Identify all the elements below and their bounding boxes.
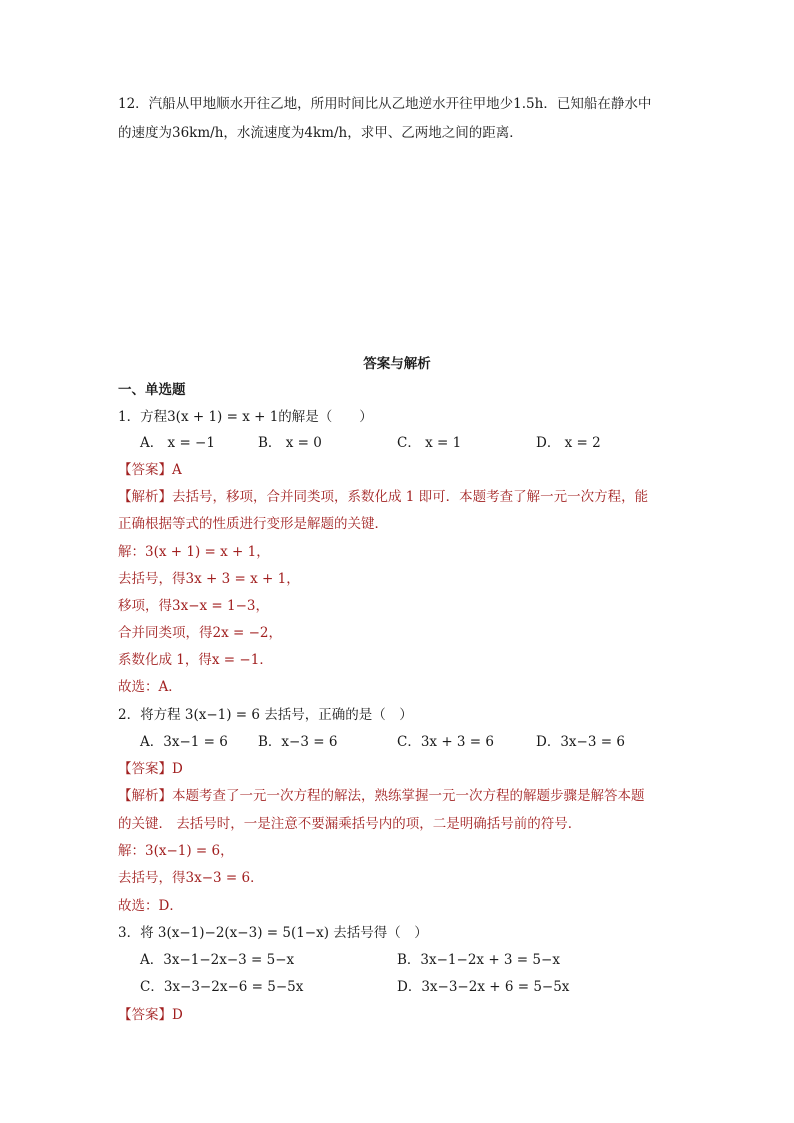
- step-label: 系数化成 1，得: [118, 652, 212, 668]
- step-tail: ，: [268, 625, 282, 641]
- q12-line-2: 的速度为36km/h，水流速度为4km/h，求甲、乙两地之间的距离．: [118, 125, 523, 141]
- step-label: 解：: [118, 544, 145, 560]
- step-tail: ．: [259, 652, 273, 668]
- q1-step-2: [118, 569, 300, 589]
- q3-option-c: C．3x−3−2x−6 = 5−5x: [140, 979, 304, 995]
- step-label: 去括号，得: [118, 571, 186, 587]
- q1-step-1: [118, 542, 270, 562]
- step-equation: 3x−3 = 6: [185, 870, 251, 886]
- q1-option-c: C． x = 1: [397, 435, 462, 451]
- q3-option-b: B．3x−1−2x + 3 = 5−x: [397, 952, 560, 968]
- q1-conclusion: 故选：A．: [118, 679, 182, 695]
- q2-option-d: D．3x−3 = 6: [536, 734, 625, 750]
- q12-line-1: 12．汽船从甲地顺水开往乙地，所用时间比从乙地逆水开往甲地少1.5h．已知船在静水中: [118, 96, 652, 112]
- step-equation: 2x = −2: [212, 625, 269, 641]
- q1-step-5: [118, 650, 273, 670]
- step-equation: 3(x + 1) = x + 1: [145, 544, 257, 560]
- q3-option-d: D．3x−3−2x + 6 = 5−5x: [397, 979, 570, 995]
- step-equation: 3x + 3 = x + 1: [185, 571, 287, 587]
- step-label: 解：: [118, 843, 145, 859]
- q2-analysis-line-1: 【解析】本题考查了一元一次方程的解法，熟练掌握一元一次方程的解题步骤是解答本题: [118, 788, 645, 804]
- q2-option-b: B．x−3 = 6: [258, 734, 338, 750]
- q2-step-2: [118, 868, 264, 888]
- q2-conclusion: 故选：D．: [118, 898, 183, 914]
- q3-option-a: A．3x−1−2x−3 = 5−x: [140, 952, 295, 968]
- q1-step-3: [118, 596, 269, 616]
- q1-stem: 1．方程3(x + 1) = x + 1的解是（ ）: [118, 409, 373, 425]
- step-label: 移项，得: [118, 598, 172, 614]
- q1-option-b: B． x = 0: [258, 435, 322, 451]
- q3-stem: 3．将 3(x−1)−2(x−3) = 5(1−x) 去括号得（ ）: [118, 925, 428, 941]
- q1-analysis-line-2: 正确根据等式的性质进行变形是解题的关键．: [118, 516, 388, 532]
- q2-option-a: A．3x−1 = 6: [140, 734, 228, 750]
- step-label: 去括号，得: [118, 870, 186, 886]
- q3-answer: 【答案】D: [118, 1007, 183, 1023]
- q2-step-1: [118, 841, 234, 861]
- step-tail: ，: [220, 843, 234, 859]
- q1-analysis-line-1: 【解析】去括号，移项，合并同类项，系数化成 1 即可．本题考查了解一元一次方程，能: [118, 489, 649, 505]
- step-tail: ．: [250, 870, 264, 886]
- q2-option-c: C．3x + 3 = 6: [397, 734, 494, 750]
- answers-title: 答案与解析: [363, 356, 431, 372]
- step-equation: 3(x−1) = 6: [145, 843, 221, 859]
- q2-stem: 2．将方程 3(x−1) = 6 去括号，正确的是（ ）: [118, 707, 413, 723]
- section-heading: 一、单选题: [118, 382, 186, 398]
- q1-step-4: [118, 623, 282, 643]
- step-tail: ，: [286, 571, 300, 587]
- step-tail: ，: [256, 544, 270, 560]
- q1-option-d: D． x = 2: [536, 435, 601, 451]
- step-equation: 3x−x = 1−3: [172, 598, 256, 614]
- q1-answer: 【答案】A: [118, 462, 182, 478]
- q2-analysis-line-2: 的关键． 去括号时，一是注意不要漏乘括号内的项，二是明确括号前的符号．: [118, 816, 582, 832]
- step-equation: x = −1: [211, 652, 260, 668]
- q1-option-a: A． x = −1: [140, 435, 215, 451]
- q2-answer: 【答案】D: [118, 761, 183, 777]
- step-label: 合并同类项，得: [118, 625, 213, 641]
- step-tail: ，: [255, 598, 270, 614]
